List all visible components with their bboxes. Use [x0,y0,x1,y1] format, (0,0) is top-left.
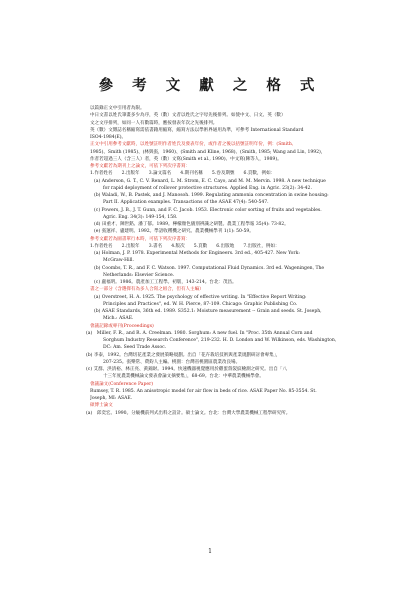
text-line: Part II. Application examples. Transactions of the ASAE 47(4): 540-547. [103,200,269,206]
text-line: 英（數）文雜誌名稱縮寫需依書籍用縮寫，縮寫方法以學術界通用為準，可參考 International Standard [90,127,304,133]
page-number: 1 [208,548,212,555]
text-line: 文之文序排列，如同一人有數篇時，應按發表年次之先後排列。 [90,120,218,126]
text-line: 會議論文(Conference Paper) [90,381,154,387]
text-line: 書之一部分（含選擇有為多人合寫之組合，但有人主編） [90,287,204,293]
text-line: ISO4-1984(E)。 [90,135,127,140]
text-line: (b) 李泰，1992。台灣切花產業之發展策略規劃。出自「花卉栽培技術與產業規劃研討會專集」， [86,352,281,358]
text-line: Netherlands: Elsevier Science. [103,272,175,278]
text-line: 十三年度農業機械論文發表會論文摘要集」，68-69。台北：中華農業機械學會。 [103,374,264,380]
text-line: 參考文獻若為圖書單行本時，可依下列次序書寫： [90,236,191,242]
text-line: (d) 田重才、陳世銘、潘丁郁。1989。檸檬顏色儀別辨識之研製。農業工程學報 35(4): 73-82。 [94,222,289,227]
text-line: 1.作者姓名 2.出版年 3.書名 4.版次 5.頁數 6.出版地 7.出版社，例如： [90,243,280,249]
text-line: Mich.: ASAE. [103,316,134,322]
text-line: 1.作者姓名 2.出版年 3.論文篇名 4.期刊名稱 5.卷及期號 6.頁數，例如： [90,171,276,177]
text-line: 中日文書以姓氏筆畫多少為序，英（數）文者以姓氏之字母先後排列。如使中文、日文、英（數） [90,113,286,119]
text-line: Agric. Eng. 34(3): 149-154, 158. [103,214,178,220]
text-line: (b) Waladi, W., B. Pastek, and J. Manosoh. 1999. Regulating ammonia concentration in swine housing: [94,193,329,198]
text-line: (a) Anderson, G. T., C. V. Renard, L. M. Strom, E. C. Cayo, and M. M. Mervin. 1998. A new technique [94,178,326,184]
text-line: (c) Powers, J. B., J. T. Gunn, and F. C. Jacob. 1953. Electronic color sorting of fruits and vegetables. [94,207,322,213]
text-line: 碩博士論文 [90,403,113,409]
text-line: 正文中引用參考文獻時，以姓號註明作者姓氏及發表年份，或作者之後以括號註明年份，例：(Smith, [90,142,294,148]
text-line: Sorghum Industry Research Conference", 219-232. H. D. London and W. Wilkinson, eds. Washington, [103,338,337,343]
text-line: for rapid deployment of rollover protective structures. Applied Eng. in Agric. 23(2): 34-42. [103,185,312,191]
text-line: Rumsey, T. R. 1985. An anisotropic model for air flow in beds of rice. ASAE Paper No. 85-3554. St. [90,388,317,394]
text-line: (a) 邱奕宏。1990。分級機前列式出料之設計。碩士論文。台北：台灣大學農業機械工程學研究所。 [86,410,291,416]
text-line: 207-235。張樂常、費鈞人主編。桃園：台灣省桃園區農業改良場。 [103,359,241,365]
text-line: (a) Holman, J. P. 1978. Experimental Methods for Engineers. 3rd ed., 405-427. New York: [94,251,300,256]
text-line: (b) ASAE Standards, 36th ed. 1989. S352.1: Moisture measurement -- Grain and seeds. St. Joseph, [94,309,322,314]
text-line: 會議記錄或專刊(Proceedings) [90,323,154,329]
text-line: (e) 張運祥、盧建明。1992。學語收穫機之研究。農業機械學刊 1(1): 50-59。 [94,229,254,235]
text-line: 作者若超過三人（含三人）者，英（數）文寫(Smith et al., 1990)、中文寫(陳等人，1989)。 [90,156,282,162]
text-line: (c) 盧福明。1986。農產加工工程學。初版，143-214。台北：茂昌。 [94,280,237,285]
text-line: 1985)、Smith (1985)、(林與張，1960)、(Smith and Kline, 1968)、(Smith, 1985; Wang and Lin, 1992)， [90,149,326,155]
text-line: (a) Miller, F. R., and R. A. Creelman. 1980. Sorghum: A new fuel. In "Proc. 35th Annual Corn and [86,330,313,336]
page-title: 參 考 文 獻 之 格 式 [98,77,322,94]
text-line: Joseph, MI: ASAE. [90,396,133,401]
text-line: Principles and Practices", ed. W. H. Pierce, 87-109. Chicago: Graphic Publishing Co. [103,301,298,307]
text-line: DC: Am. Seed Trade Assoc. [103,345,167,351]
text-line: (c) 艾群、洪清裕、林正亮、黃錦財。1994。快速機器視覺應用於雞蛋殼裂紋檢測之研究。出自「八 [86,367,287,372]
reference-format-body [86,105,380,417]
text-line: (a) Overstreet, H. A. 1925. The psychology of effective writing. In "Effective Report Writing: [94,294,307,300]
text-line: 參考文獻若為期刊上之論文，可依下列次序書寫： [90,164,191,169]
text-line: (b) Coombs, T. R., and F. C. Watson. 1997. Computational Fluid Dynamics. 3rd ed. Wageningen, The [94,265,325,271]
text-line: 以篇錄正文中引用者為限。 [90,106,145,111]
text-line: McGraw-Hill. [103,258,134,264]
